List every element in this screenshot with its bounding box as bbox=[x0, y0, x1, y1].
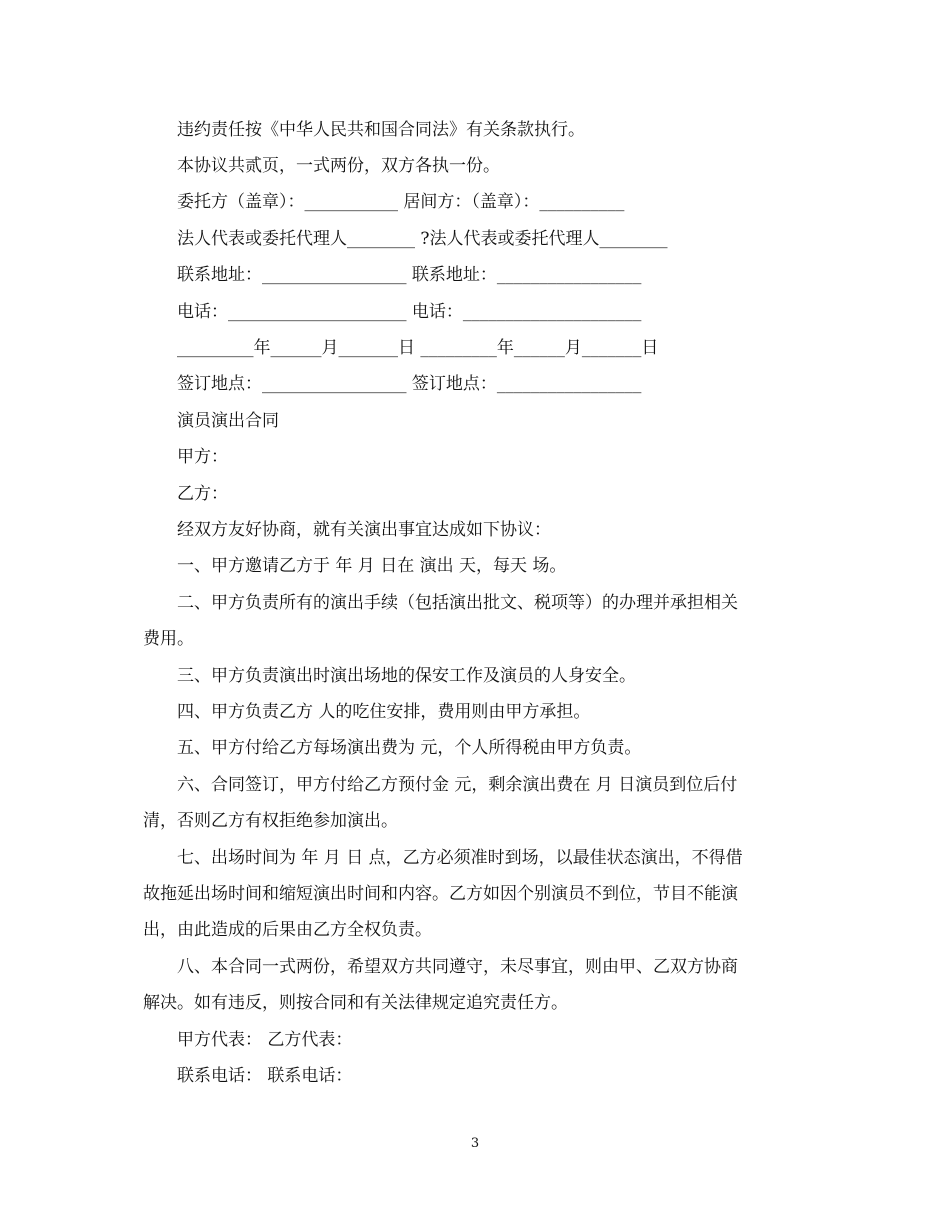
text-line: 三、甲方负责演出时演出场地的保安工作及演员的人身安全。 bbox=[177, 666, 636, 686]
text-line: 二、甲方负责所有的演出手续（包括演出批文、税项等）的办理并承担相关 bbox=[177, 593, 738, 613]
text-line: 解决。如有违反，则按合同和有关法律规定追究责任方。 bbox=[143, 993, 568, 1013]
text-line: 甲方代表： 乙方代表： bbox=[177, 1030, 353, 1050]
text-line: 六、合同签订，甲方付给乙方预付金 元，剩余演出费在 月 日演员到位后付 bbox=[177, 775, 738, 795]
text-line: 委托方（盖章）：___________ 居间方：（盖章）：__________ bbox=[177, 192, 625, 212]
text-line: 联系电话： 联系电话： bbox=[177, 1066, 353, 1086]
text-line: 法人代表或委托代理人________ ?法人代表或委托代理人________ bbox=[177, 229, 668, 249]
text-line: 违约责任按《中华人民共和国合同法》有关条款执行。 bbox=[177, 120, 585, 140]
page-number: 3 bbox=[470, 1136, 480, 1151]
text-line: 电话：_____________________ 电话：_____________________ bbox=[177, 302, 642, 322]
text-line: 签订地点：_________________ 签订地点：_________________ bbox=[177, 374, 642, 394]
text-line: 经双方友好协商，就有关演出事宜达成如下协议： bbox=[177, 520, 551, 540]
text-line: 七、出场时间为 年 月 日 点，乙方必须准时到场，以最佳状态演出，不得借 bbox=[177, 848, 743, 868]
section-title: 演员演出合同 bbox=[177, 411, 279, 431]
text-line: 本协议共贰页，一式两份，双方各执一份。 bbox=[177, 156, 500, 176]
text-line: 清，否则乙方有权拒绝参加演出。 bbox=[143, 811, 398, 831]
text-line: 故拖延出场时间和缩短演出时间和内容。乙方如因个别演员不到位，节目不能演 bbox=[143, 884, 738, 904]
text-line: 四、甲方负责乙方 人的吃住安排，费用则由甲方承担。 bbox=[177, 702, 591, 722]
text-line: 出，由此造成的后果由乙方全权负责。 bbox=[143, 920, 432, 940]
text-line: _________年______月_______日 _________年______月_______日 bbox=[177, 338, 659, 358]
text-line: 八、本合同一式两份，希望双方共同遵守，未尽事宜，则由甲、乙双方协商 bbox=[177, 957, 738, 977]
text-line: 甲方： bbox=[177, 447, 228, 467]
text-line: 乙方： bbox=[177, 484, 228, 504]
text-line: 费用。 bbox=[143, 629, 194, 649]
text-line: 联系地址：_________________ 联系地址：_________________ bbox=[177, 265, 642, 285]
text-line: 一、甲方邀请乙方于 年 月 日在 演出 天，每天 场。 bbox=[177, 556, 567, 576]
text-line: 五、甲方付给乙方每场演出费为 元，个人所得税由甲方负责。 bbox=[177, 738, 642, 758]
